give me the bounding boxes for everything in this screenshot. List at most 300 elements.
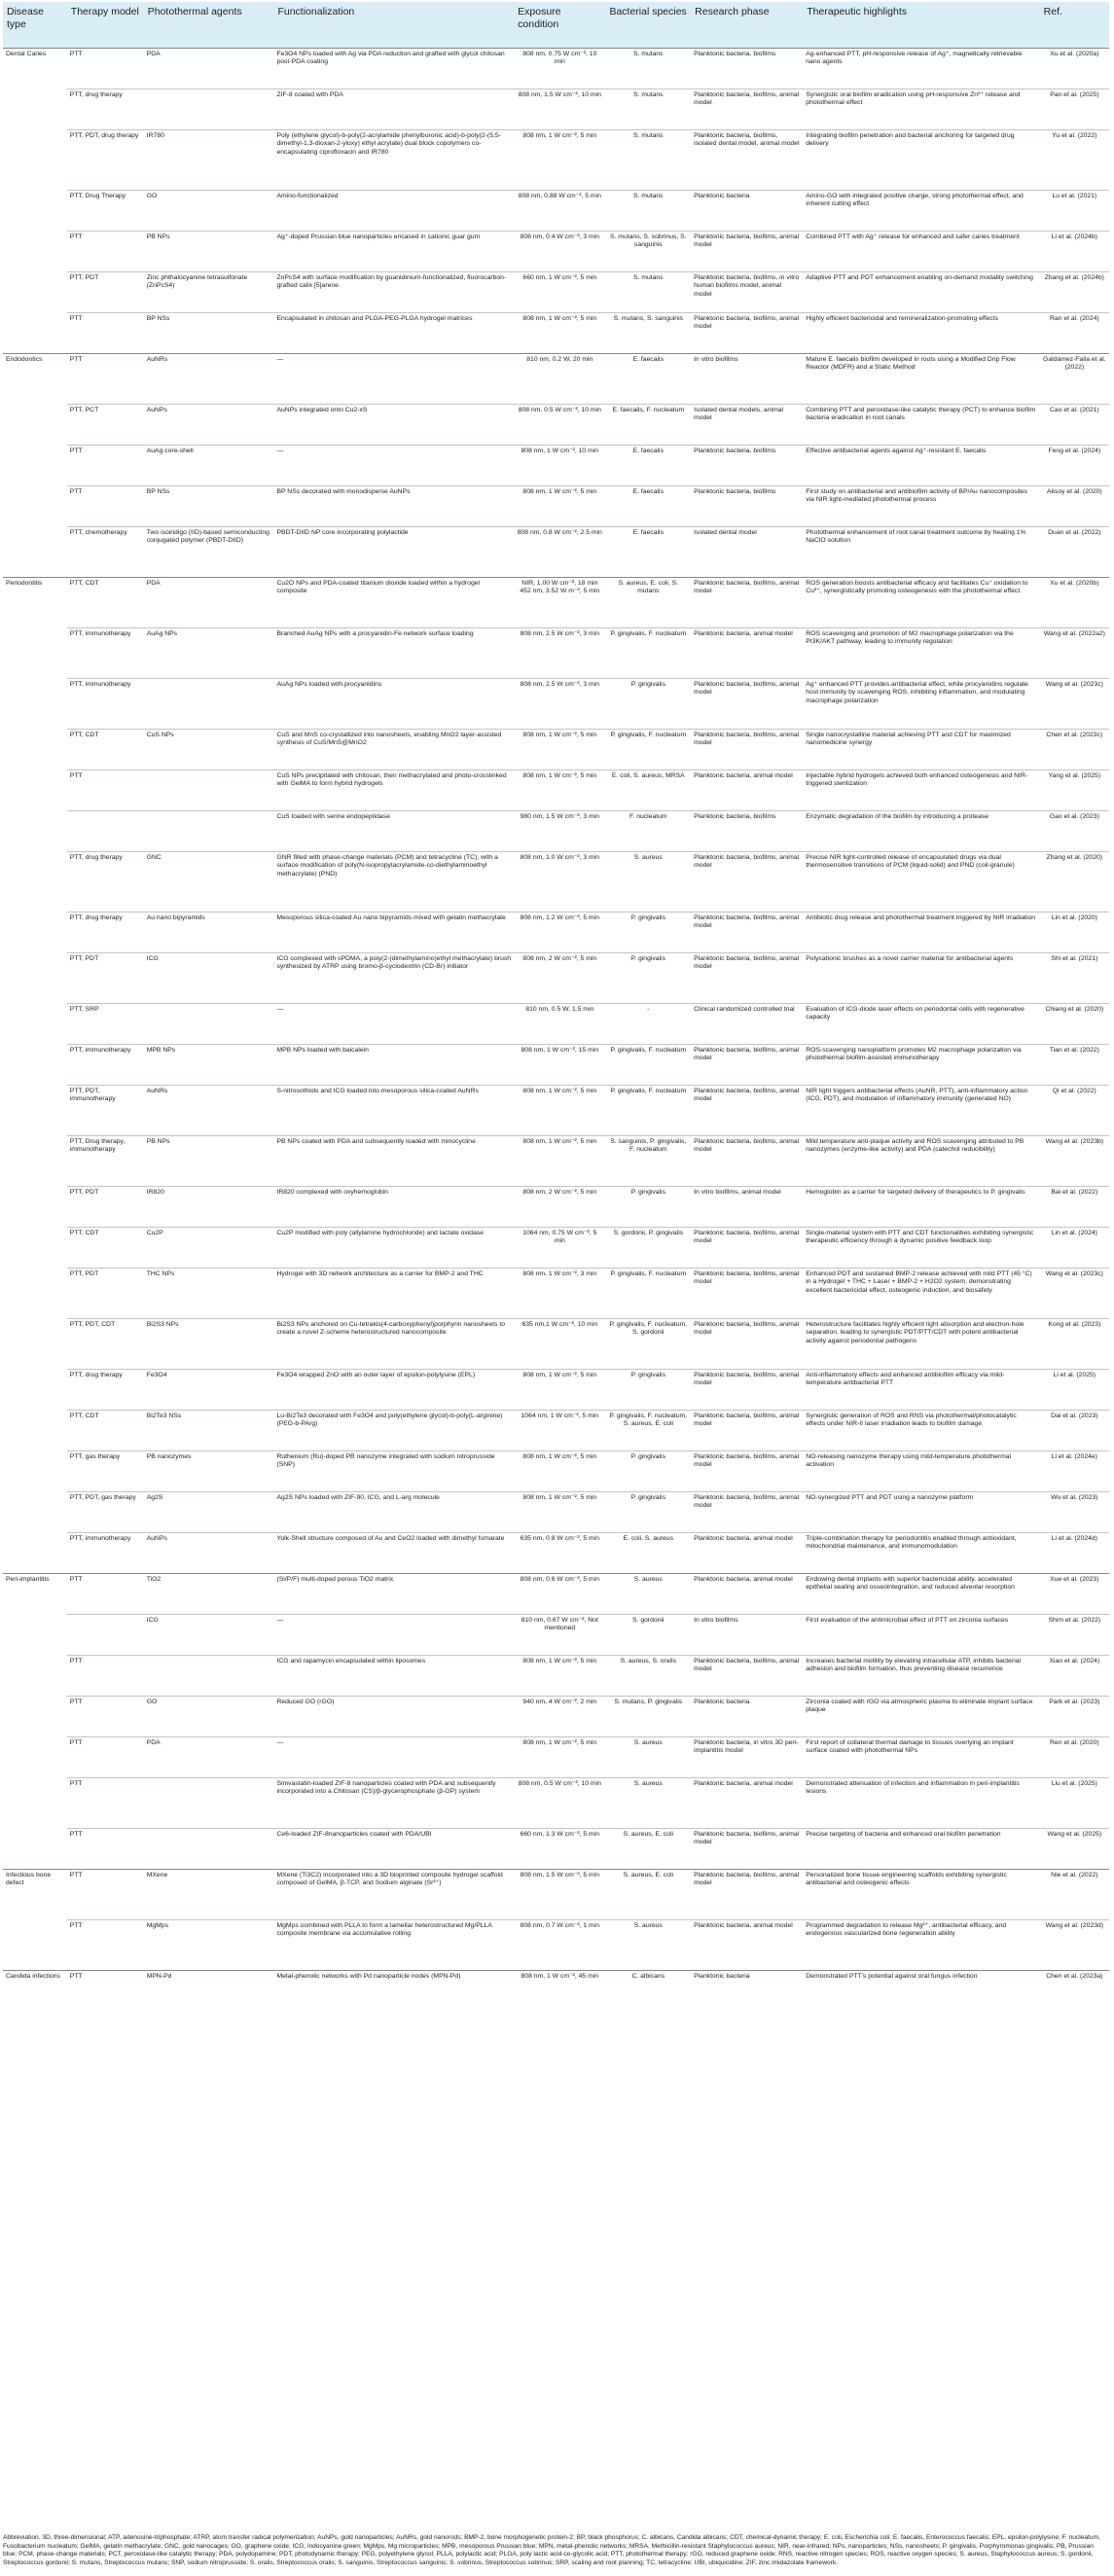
- cell-exposure-condition: 635 nm, 0.8 W cm⁻², 5 min: [514, 1533, 605, 1574]
- cell-disease-type: [3, 1136, 67, 1187]
- cell-therapeutic-highlights: Evaluation of ICG-diode laser effects on periodontal cells with regenerative capacity: [803, 1004, 1039, 1045]
- cell-photothermal-agent: [144, 89, 274, 130]
- cell-disease-type: [3, 1656, 67, 1697]
- cell-therapeutic-highlights: Highly efficient bactericidal and remineralization-promoting effects: [803, 313, 1039, 354]
- cell-exposure-condition: 808 nm, 2.5 W cm⁻², 3 min: [514, 679, 605, 730]
- cell-research-phase: Clinical randomized controlled trial: [691, 1004, 803, 1045]
- cell-functionalization: —: [273, 446, 514, 486]
- cell-therapy-model: PTT, Drug therapy, immunotherapy: [67, 1136, 144, 1187]
- cell-research-phase: Isolated dental models, animal model: [691, 405, 803, 446]
- cell-disease-type: [3, 1370, 67, 1411]
- abbreviation-footnote: Abbreviation. 3D, three-dimensional; ATP, adenosine-triphosphate; ATRP, atom transfer radical polymerization; AuNPs, gold nanoparticles; AuNRs, gold nanorods; BMP-2, bone morphogenetic protein-2; BP, black phosphorus; C. albicans, Candida albicans; CDT, chemical-dynamic therapy; E. coli, Escherichia coli; E. faecalis, Enterococcus faecalis; EPL, epsilon-polylysine; F. nucleatum, Fusobacterium nucleatum; GelMA, gelatin methacrylate; GNC, gold nanocages; GO, graphene oxide; ICG, indocyanine green; MgMps, Mg microparticles; MPB, mesoporous Prussian blue; MPN, metal-phenolic networks; MRSA, Methicillin-resistant Staphylococcus aureus; NIR, near-infrared; NPs, nanoparticles; NSs, nanosheets; P. gingivalis, Porphyromonas gingivalis; PB, Prussian blue; PCM, phase-change materials; PCT, peroxidase-like catalytic therapy; PDA, polydopamine; PDT, photodynamic therapy; PEG, polyethylene glycol; PLLA, polylactic acid; PLGA, poly lactic acid-co-glycolic acid; PTT, photothermal therapy; rGO, reduced graphene oxide; RNS, reactive nitrogen species; ROS, reactive oxygen species; S. aureus, Staphylococcus aureus; S. gordonii, Streptococcus gordonii; S. mutans, Streptococcus mutans; SNP, sodium nitroprusside; S. oralis, Streptococcus oralis; S. sanguinis, Streptococcus sanguinis; S. sobrinus, Streptococcus sobrinus; SRP, scaling and root planning; TC, tetracycline; UBI, ubiquicidine; ZIF, zinc imidazolate framework.: [3, 2534, 1100, 2566]
- cell-research-phase: Planktonic bacteria, biofilms, animal model: [691, 1451, 803, 1492]
- cell-photothermal-agent: [144, 1004, 274, 1045]
- cell-photothermal-agent: AuAg core-shell: [144, 446, 274, 486]
- cell-therapy-model: PTT, CDT: [67, 730, 144, 770]
- cell-exposure-condition: 810 nm, 0.67 W cm⁻², Not mentioned: [514, 1615, 605, 1656]
- cell-ref: Wang et al. (2023d): [1040, 1920, 1109, 1971]
- cell-ref: Yang et al. (2025): [1040, 770, 1109, 811]
- cell-photothermal-agent: CuS NPs: [144, 730, 274, 770]
- cell-research-phase: Planktonic bacteria: [691, 1971, 803, 2012]
- cell-therapy-model: PTT: [67, 1870, 144, 1920]
- cell-functionalization: AuNPs integrated onto Cu2-xS: [273, 405, 514, 446]
- cell-functionalization: Hydrogel with 3D network architecture as a carrier for BMP-2 and THC: [273, 1269, 514, 1319]
- table-row: [3, 313, 1109, 354]
- cell-exposure-condition: 808 nm, 1 W cm⁻², 5 min: [514, 770, 605, 811]
- cell-therapeutic-highlights: Personalized bone tissue engineering scaffolds exhibiting synergistic antibacterial and osteogenic effects: [803, 1870, 1039, 1920]
- cell-photothermal-agent: THC NPs: [144, 1269, 274, 1319]
- cell-ref: Chen et al. (2023a): [1040, 1971, 1109, 2012]
- table-row: [3, 354, 1109, 405]
- cell-research-phase: Planktonic bacteria, biofilms, animal model: [691, 1086, 803, 1136]
- cell-therapeutic-highlights: Injectable hybrid hydrogels achieved both enhanced osteogenesis and NIR-triggered sterilization: [803, 770, 1039, 811]
- col-header-bacterial-species: Bacterial species: [605, 2, 691, 49]
- cell-therapy-model: PTT, PDT, CDT: [67, 1319, 144, 1370]
- cell-therapeutic-highlights: Heterostructure facilitates highly efficient light absorption and electron-hole separation, leading to synergistic PDT/PTT/CDT with potent antibacterial activity against periodontal pathogens: [803, 1319, 1039, 1370]
- table-row: [3, 1971, 1109, 2012]
- cell-research-phase: Planktonic bacteria, biofilms, in vitro human biofilms model, animal model: [691, 272, 803, 313]
- cell-disease-type: [3, 313, 67, 354]
- cell-research-phase: Planktonic bacteria, animal model: [691, 628, 803, 679]
- literature-table: [3, 2, 1109, 2012]
- cell-therapy-model: [67, 1615, 144, 1656]
- table-row: [3, 1829, 1109, 1870]
- cell-therapeutic-highlights: Polycationic brushes as a novel carrier material for antibacterial agents: [803, 953, 1039, 1004]
- cell-photothermal-agent: MXene: [144, 1870, 274, 1920]
- cell-ref: Galdámez-Falla et al. (2022): [1040, 354, 1109, 405]
- cell-functionalization: Lu-Bi2Te3 decorated with Fe3O4 and poly(ethylene glycol)-b-poly(L-arginine) (PEG-b-PArg): [273, 1411, 514, 1451]
- cell-bacterial-species: S. aureus, E. coli: [605, 1829, 691, 1870]
- cell-bacterial-species: S. aureus, E. coli, S. mutans: [605, 578, 691, 628]
- cell-functionalization: CuS and MnS co-crystallized into nanosheets, enabling MnO2 layer-assisted synthesis of CuS/MnS@MnO2: [273, 730, 514, 770]
- table-row: [3, 527, 1109, 578]
- col-header-functionalization: Functionalization: [273, 2, 514, 49]
- cell-exposure-condition: 808 nm, 0.75 W cm⁻², 10 min: [514, 49, 605, 89]
- table-row: [3, 679, 1109, 730]
- cell-exposure-condition: 808 nm, 1 W cm⁻², 10 min: [514, 446, 605, 486]
- table-row: [3, 1615, 1109, 1656]
- cell-therapy-model: PTT: [67, 1778, 144, 1829]
- table-row: [3, 912, 1109, 953]
- cell-ref: Ran et al. (2024): [1040, 313, 1109, 354]
- table-row: [3, 1370, 1109, 1411]
- cell-exposure-condition: 660 nm, 1 W cm⁻², 5 min: [514, 272, 605, 313]
- cell-research-phase: Planktonic bacteria, biofilms, animal model: [691, 1411, 803, 1451]
- cell-bacterial-species: S. mutans: [605, 272, 691, 313]
- table-row: [3, 1086, 1109, 1136]
- cell-therapeutic-highlights: Ag-enhanced PTT, pH-responsive release of Ag⁺, magnetically retrievable nano agents: [803, 49, 1039, 89]
- cell-exposure-condition: 808 nm, 1 W cm⁻², 5 min: [514, 1370, 605, 1411]
- cell-research-phase: Planktonic bacteria, biofilms, animal model: [691, 1319, 803, 1370]
- cell-therapy-model: PTT: [67, 1971, 144, 2012]
- cell-therapeutic-highlights: ROS-scavenging nanoplatform promotes M2 macrophage polarization via photothermal biofilm-assisted immunotherapy: [803, 1045, 1039, 1086]
- cell-photothermal-agent: Ag2S: [144, 1492, 274, 1533]
- cell-therapy-model: PTT, immunotherapy: [67, 628, 144, 679]
- cell-bacterial-species: P. gingivalis: [605, 1451, 691, 1492]
- cell-exposure-condition: 808 nm, 1 W cm⁻², 5 min: [514, 1136, 605, 1187]
- cell-bacterial-species: P. gingivalis: [605, 679, 691, 730]
- cell-exposure-condition: 808 nm, 0.4 W cm⁻², 3 min: [514, 232, 605, 272]
- cell-therapeutic-highlights: Demonstrated attenuation of infection and inflammation in peri-implantitis lesions: [803, 1778, 1039, 1829]
- cell-exposure-condition: 808 nm, 1.0 W cm⁻², 3 min: [514, 852, 605, 912]
- table-row: [3, 1136, 1109, 1187]
- cell-functionalization: CuS NPs precipitated with chitosan, then methacrylated and photo-crosslinked with GelMA to form hybrid hydrogels: [273, 770, 514, 811]
- cell-exposure-condition: 808 nm, 0.8 W cm⁻², 2.5 min: [514, 527, 605, 578]
- cell-therapy-model: PTT, PDT, immunotherapy: [67, 1086, 144, 1136]
- cell-disease-type: [3, 405, 67, 446]
- col-header-ref: Ref.: [1040, 2, 1109, 49]
- table-row: [3, 578, 1109, 628]
- cell-research-phase: Planktonic bacteria, biofilms: [691, 446, 803, 486]
- cell-disease-type: [3, 628, 67, 679]
- cell-disease-type: [3, 679, 67, 730]
- cell-therapeutic-highlights: ROS generation boosts antibacterial efficacy and facilitates Cu⁺ oxidation to Cu²⁺, synergistically promoting osteogenesis with the photothermal effect: [803, 578, 1039, 628]
- cell-disease-type: [3, 852, 67, 912]
- col-header-exposure-condition: Exposure condition: [514, 2, 605, 49]
- cell-exposure-condition: 808 nm, 0.88 W cm⁻², 5 min: [514, 191, 605, 232]
- cell-therapeutic-highlights: Combined PTT with Ag⁺ release for enhanced and safer caries treatment: [803, 232, 1039, 272]
- cell-functionalization: Cu2P modified with poly (allylamine hydrochloride) and lactate oxidase: [273, 1228, 514, 1269]
- cell-therapeutic-highlights: Anti-inflammatory effects and enhanced antibiofilm efficacy via mild-temperature antibacterial PTT: [803, 1370, 1039, 1411]
- cell-bacterial-species: S. aureus, E. coli: [605, 1870, 691, 1920]
- cell-therapeutic-highlights: Increases bacterial motility by elevating intracellular ATP, inhibits bacterial adhesion and biofilm formation, thus preventing disease recurrence: [803, 1656, 1039, 1697]
- cell-disease-type: [3, 1533, 67, 1574]
- cell-therapeutic-highlights: Programmed degradation to release Mg²⁺, antibacterial efficacy, and endogenous vascularized bone regeneration ability: [803, 1920, 1039, 1971]
- cell-functionalization: PBDT-DIID NP core incorporating polylactide: [273, 527, 514, 578]
- cell-photothermal-agent: AuNRs: [144, 354, 274, 405]
- cell-therapeutic-highlights: Precise NIR light-controlled release of encapsulated drugs via dual thermosensitive transitions of PCM (liquid-solid) and PND (coil-granule): [803, 852, 1039, 912]
- cell-research-phase: Planktonic bacteria, biofilms, animal model: [691, 1228, 803, 1269]
- table-row: [3, 486, 1109, 527]
- cell-bacterial-species: S. mutans: [605, 130, 691, 191]
- cell-ref: Zhang et al. (2020): [1040, 852, 1109, 912]
- cell-exposure-condition: 1064 nm, 0.75 W cm⁻², 5 min: [514, 1228, 605, 1269]
- cell-therapy-model: PTT: [67, 486, 144, 527]
- cell-disease-type: [3, 1045, 67, 1086]
- cell-research-phase: Planktonic bacteria, animal model: [691, 1574, 803, 1615]
- cell-disease-type: [3, 1228, 67, 1269]
- cell-bacterial-species: E. coli, S. aureus: [605, 1533, 691, 1574]
- cell-bacterial-species: S. mutans, S. sanguinis: [605, 313, 691, 354]
- cell-functionalization: Ag2S NPs loaded with ZIF-90, ICG, and L-arg molecule: [273, 1492, 514, 1533]
- cell-disease-type: Periodontitis: [3, 578, 67, 628]
- cell-research-phase: Planktonic bacteria, biofilms, animal model: [691, 1370, 803, 1411]
- col-header-disease-type: Disease type: [3, 2, 67, 49]
- cell-functionalization: —: [273, 1615, 514, 1656]
- cell-exposure-condition: 808 nm, 2 W cm⁻², 5 min: [514, 953, 605, 1004]
- table-row: [3, 953, 1109, 1004]
- cell-research-phase: Planktonic bacteria, animal model: [691, 1533, 803, 1574]
- cell-disease-type: Dental Caries: [3, 49, 67, 89]
- cell-photothermal-agent: IR780: [144, 130, 274, 191]
- table-row: [3, 446, 1109, 486]
- cell-ref: Wang et al. (2023c): [1040, 1269, 1109, 1319]
- cell-bacterial-species: S. aureus: [605, 1778, 691, 1829]
- cell-bacterial-species: S. aureus: [605, 1737, 691, 1778]
- cell-ref: Xue et al. (2023): [1040, 1574, 1109, 1615]
- cell-therapeutic-highlights: Hemoglobin as a carrier for targeted delivery of therapeutics to P. gingivalis: [803, 1187, 1039, 1228]
- cell-therapy-model: PTT: [67, 446, 144, 486]
- cell-therapeutic-highlights: Triple-combination therapy for periodontitis enabled through antioxidant, mitochondrial maintenance, and immunomodulation: [803, 1533, 1039, 1574]
- cell-therapy-model: PTT: [67, 232, 144, 272]
- cell-exposure-condition: 808 nm, 1 W cm⁻², 5 min: [514, 1492, 605, 1533]
- cell-ref: Wang et al. (2023b): [1040, 1136, 1109, 1187]
- cell-bacterial-species: S. mutans, S. sobrinus, S. sanguinis: [605, 232, 691, 272]
- cell-research-phase: Planktonic bacteria, biofilms, animal model: [691, 1136, 803, 1187]
- cell-disease-type: [3, 1086, 67, 1136]
- cell-functionalization: —: [273, 1737, 514, 1778]
- cell-ref: Xu et al. (2020a): [1040, 49, 1109, 89]
- cell-photothermal-agent: Two isoindigo (IID)-based semiconducting conjugated polymer (PBDT-DIID): [144, 527, 274, 578]
- cell-therapy-model: [67, 811, 144, 852]
- cell-research-phase: Planktonic bacteria, biofilms, animal model: [691, 852, 803, 912]
- cell-functionalization: Cu2O NPs and PDA-coated titanium dioxide loaded within a hydrogel composite: [273, 578, 514, 628]
- cell-therapy-model: PTT: [67, 313, 144, 354]
- cell-functionalization: ICG complexed with sPDMA, a poly(2-(dimethylamino)ethyl methacrylate) brush synthesized by ATRP using bromo-β-cyclodextrin (CD-Br) initiator: [273, 953, 514, 1004]
- cell-ref: Park et al. (2023): [1040, 1697, 1109, 1737]
- cell-ref: Ren et al. (2020): [1040, 1737, 1109, 1778]
- cell-disease-type: [3, 232, 67, 272]
- col-header-research-phase: Research phase: [691, 2, 803, 49]
- cell-bacterial-species: P. gingivalis: [605, 1492, 691, 1533]
- cell-research-phase: Planktonic bacteria, biofilms, animal model: [691, 313, 803, 354]
- cell-research-phase: Planktonic bacteria, biofilms, animal model: [691, 1269, 803, 1319]
- cell-functionalization: Fe3O4 NPs loaded with Ag via PDA reduction and grafted with glycol chitosan post-PDA coating: [273, 49, 514, 89]
- cell-research-phase: Planktonic bacteria, biofilms, animal model: [691, 1045, 803, 1086]
- cell-photothermal-agent: BP NSs: [144, 313, 274, 354]
- cell-bacterial-species: E. faecalis: [605, 486, 691, 527]
- cell-exposure-condition: 808 nm, 1 W cm⁻², 5 min: [514, 486, 605, 527]
- cell-photothermal-agent: BP NSs: [144, 486, 274, 527]
- cell-bacterial-species: E. faecalis: [605, 354, 691, 405]
- cell-ref: Li et al. (2024e): [1040, 1451, 1109, 1492]
- cell-bacterial-species: P. gingivalis: [605, 1187, 691, 1228]
- cell-research-phase: Isolated dental model: [691, 527, 803, 578]
- cell-photothermal-agent: AuNRs: [144, 1086, 274, 1136]
- cell-research-phase: Planktonic bacteria, biofilms, isolated dental model, animal model: [691, 130, 803, 191]
- cell-exposure-condition: 808 nm, 1 W cm⁻², 5 min: [514, 130, 605, 191]
- cell-therapy-model: PTT, SRP: [67, 1004, 144, 1045]
- cell-ref: Chiang et al. (2020): [1040, 1004, 1109, 1045]
- cell-therapeutic-highlights: NO-releasing nanozyme therapy using mild-temperature photothermal activation: [803, 1451, 1039, 1492]
- cell-photothermal-agent: [144, 1656, 274, 1697]
- cell-functionalization: BP NSs decorated with monodisperse AuNPs: [273, 486, 514, 527]
- table-row: [3, 1870, 1109, 1920]
- cell-functionalization: Branched AuAg NPs with a procyanidin-Fe network surface loading: [273, 628, 514, 679]
- cell-therapy-model: PTT: [67, 1829, 144, 1870]
- cell-exposure-condition: 808 nm, 1 W cm⁻², 15 min: [514, 1045, 605, 1086]
- table-row: [3, 191, 1109, 232]
- cell-ref: Chen et al. (2023c): [1040, 730, 1109, 770]
- cell-photothermal-agent: PB NPs: [144, 232, 274, 272]
- cell-bacterial-species: P. gingivalis, F. nucleatum: [605, 1086, 691, 1136]
- cell-ref: Wu et al. (2023): [1040, 1492, 1109, 1533]
- cell-therapeutic-highlights: Precise targeting of bacteria and enhanced oral biofilm penetration: [803, 1829, 1039, 1870]
- cell-ref: Li et al. (2024d): [1040, 1533, 1109, 1574]
- cell-functionalization: Simvastatin-loaded ZIF-8 nanoparticles coated with PDA and subsequently incorporated into a Chitosan (CS)/β-glycerophosphate (β-GP) system: [273, 1778, 514, 1829]
- table-row: [3, 49, 1109, 89]
- cell-disease-type: [3, 912, 67, 953]
- table-row: [3, 1451, 1109, 1492]
- cell-therapy-model: PTT, CDT: [67, 1228, 144, 1269]
- cell-ref: Gao et al. (2023): [1040, 811, 1109, 852]
- cell-disease-type: [3, 953, 67, 1004]
- cell-bacterial-species: S. aureus: [605, 852, 691, 912]
- cell-bacterial-species: S. gordonii, P. gingivalis: [605, 1228, 691, 1269]
- cell-functionalization: Encapsulated in chitosan and PLGA-PEG-PLGA hydrogel matrices: [273, 313, 514, 354]
- cell-bacterial-species: S. aureus, S. oralis: [605, 1656, 691, 1697]
- cell-disease-type: Candida infections: [3, 1971, 67, 2012]
- cell-therapy-model: PTT, PDT: [67, 1187, 144, 1228]
- cell-disease-type: [3, 1187, 67, 1228]
- cell-photothermal-agent: [144, 1829, 274, 1870]
- table-row: [3, 811, 1109, 852]
- cell-therapy-model: PTT: [67, 1737, 144, 1778]
- cell-ref: Tian et al. (2022): [1040, 1045, 1109, 1086]
- cell-functionalization: Yolk-Shell structure composed of Au and CeO2 loaded with dimethyl fumarate: [273, 1533, 514, 1574]
- cell-ref: Qi et al. (2022): [1040, 1086, 1109, 1136]
- cell-bacterial-species: E. faecalis: [605, 527, 691, 578]
- cell-research-phase: Planktonic bacteria, biofilms, animal model: [691, 679, 803, 730]
- cell-functionalization: —: [273, 1004, 514, 1045]
- cell-therapeutic-highlights: Antibiotic drug release and photothermal treatment triggered by NIR irradiation: [803, 912, 1039, 953]
- cell-photothermal-agent: Fe3O4: [144, 1370, 274, 1411]
- cell-photothermal-agent: Au nano bipyramids: [144, 912, 274, 953]
- cell-therapy-model: PTT, drug therapy: [67, 852, 144, 912]
- cell-photothermal-agent: [144, 770, 274, 811]
- table-row: [3, 852, 1109, 912]
- cell-exposure-condition: 808 nm, 1 W cm⁻², 5 min: [514, 1656, 605, 1697]
- cell-therapeutic-highlights: Integrating biofilm penetration and bacterial anchoring for targeted drug delivery: [803, 130, 1039, 191]
- cell-bacterial-species: P. gingivalis, F. nucleatum: [605, 730, 691, 770]
- cell-disease-type: [3, 1451, 67, 1492]
- cell-disease-type: [3, 89, 67, 130]
- cell-exposure-condition: 810 nm, 0.2 W, 20 min: [514, 354, 605, 405]
- cell-functionalization: Metal-phenolic networks with Pd nanoparticle nodes (MPN-Pd): [273, 1971, 514, 2012]
- cell-disease-type: [3, 1411, 67, 1451]
- cell-disease-type: Endodontics: [3, 354, 67, 405]
- cell-therapy-model: PTT, PDT: [67, 953, 144, 1004]
- cell-therapy-model: PTT, chemotherapy: [67, 527, 144, 578]
- cell-therapeutic-highlights: NIR light triggers antibacterial effects (AuNR, PTT), anti-inflammatory action (ICG, PDT), and modulation of inflammatory immunity (generated NO): [803, 1086, 1039, 1136]
- cell-bacterial-species: S. mutans: [605, 49, 691, 89]
- cell-exposure-condition: 808 nm, 2 W cm⁻², 5 min: [514, 1187, 605, 1228]
- cell-exposure-condition: 808 nm, 0.6 W cm⁻², 5 min: [514, 1574, 605, 1615]
- cell-research-phase: Planktonic bacteria, biofilms, animal model: [691, 1492, 803, 1533]
- cell-photothermal-agent: Bi2Te3 NSs: [144, 1411, 274, 1451]
- cell-therapeutic-highlights: Effective antibacterial agents against Ag⁺-resistant E. faecalis: [803, 446, 1039, 486]
- cell-exposure-condition: 808 nm, 1 W cm⁻², 45 min: [514, 1971, 605, 2012]
- cell-ref: Wang et al. (2025): [1040, 1829, 1109, 1870]
- col-header-photothermal-agents: Photothermal agents: [144, 2, 274, 49]
- cell-disease-type: [3, 1615, 67, 1656]
- cell-research-phase: In vitro biofilms: [691, 354, 803, 405]
- cell-functionalization: Reduced GO (rGO): [273, 1697, 514, 1737]
- cell-bacterial-species: P. gingivalis, F. nucleatum: [605, 628, 691, 679]
- cell-bacterial-species: S. gordonii: [605, 1615, 691, 1656]
- cell-disease-type: [3, 130, 67, 191]
- cell-exposure-condition: 808 nm, 1 W cm⁻², 5 min: [514, 313, 605, 354]
- cell-functionalization: Poly (ethylene glycol)-b-poly(2-acrylamide phenylboronic acid)-b-poly(2-(5,5-dimethyl-1,3-dioxan-2-yloxy) ethyl acrylate) dual block copolymers co-encapsulating ciprofloxacin and IR780: [273, 130, 514, 191]
- cell-exposure-condition: 808 nm, 0.5 W cm⁻², 10 min: [514, 405, 605, 446]
- cell-therapy-model: PTT, PDT, drug therapy: [67, 130, 144, 191]
- cell-therapeutic-highlights: ROS scavenging and promotion of M2 macrophage polarization via the PI3K/AKT pathway, leading to immunity regulation: [803, 628, 1039, 679]
- cell-functionalization: Ag⁺-doped Prussian blue nanoparticles encased in cationic guar gum: [273, 232, 514, 272]
- cell-bacterial-species: S. aureus: [605, 1920, 691, 1971]
- cell-disease-type: [3, 1697, 67, 1737]
- cell-exposure-condition: 808 nm, 1 W cm⁻², 5 min: [514, 1451, 605, 1492]
- cell-functionalization: Ce6-loaded ZIF-8nanoparticles coated with PDA/UBI: [273, 1829, 514, 1870]
- cell-disease-type: [3, 272, 67, 313]
- cell-therapy-model: PTT, drug therapy: [67, 89, 144, 130]
- cell-ref: Bai et al. (2022): [1040, 1187, 1109, 1228]
- cell-research-phase: Planktonic bacteria, biofilms: [691, 49, 803, 89]
- cell-research-phase: Planktonic bacteria, biofilms, animal model: [691, 912, 803, 953]
- cell-research-phase: Planktonic bacteria, biofilms, animal model: [691, 1870, 803, 1920]
- cell-disease-type: [3, 1920, 67, 1971]
- cell-photothermal-agent: AuNPs: [144, 1533, 274, 1574]
- cell-functionalization: ZnPcS4 with surface modification by guanidinium-functionalized, fluorocarbon-grafted calix [5]arene: [273, 272, 514, 313]
- cell-research-phase: Planktonic bacteria, biofilms: [691, 811, 803, 852]
- table-row: [3, 628, 1109, 679]
- cell-bacterial-species: E. faecalis, F. nucleatum: [605, 405, 691, 446]
- cell-bacterial-species: P. gingivalis: [605, 1370, 691, 1411]
- cell-functionalization: —: [273, 354, 514, 405]
- cell-therapy-model: PTT, CDT: [67, 578, 144, 628]
- cell-photothermal-agent: [144, 679, 274, 730]
- cell-therapy-model: PTT: [67, 1697, 144, 1737]
- cell-therapy-model: PTT, drug therapy: [67, 1370, 144, 1411]
- cell-functionalization: MXene (Ti3C2) incorporated into a 3D bioprinted composite hydrogel scaffold composed of GelMA, β-TCP, and Sodium alginate (Sr²⁺): [273, 1870, 514, 1920]
- table-row: [3, 730, 1109, 770]
- cell-exposure-condition: 808 nm, 0.5 W cm⁻², 10 min: [514, 1778, 605, 1829]
- cell-bacterial-species: P. gingivalis: [605, 912, 691, 953]
- cell-therapy-model: PTT, PDT, gas therapy: [67, 1492, 144, 1533]
- cell-functionalization: Fe3O4 wrapped ZnO with an outer layer of epsilon-polylysine (EPL): [273, 1370, 514, 1411]
- cell-bacterial-species: P. gingivalis, F. nucleatum, S. aureus, E. coli: [605, 1411, 691, 1451]
- cell-bacterial-species: S. mutans, P. gingivalis: [605, 1697, 691, 1737]
- cell-therapeutic-highlights: NO-synergized PTT and PDT using a nanozyme platform: [803, 1492, 1039, 1533]
- cell-research-phase: Planktonic bacteria, animal model: [691, 1778, 803, 1829]
- cell-therapeutic-highlights: First evaluation of the antimicrobial effect of PTT on zirconia surfaces: [803, 1615, 1039, 1656]
- cell-therapy-model: PTT: [67, 49, 144, 89]
- cell-therapeutic-highlights: Adaptive PTT and PDT enhancement enabling on-demand modality switching: [803, 272, 1039, 313]
- cell-photothermal-agent: AuAg NPs: [144, 628, 274, 679]
- cell-bacterial-species: E. faecalis: [605, 446, 691, 486]
- cell-disease-type: [3, 1829, 67, 1870]
- cell-photothermal-agent: PB nanozymes: [144, 1451, 274, 1492]
- cell-disease-type: Peri-implantitis: [3, 1574, 67, 1615]
- cell-photothermal-agent: GNC: [144, 852, 274, 912]
- cell-exposure-condition: 808 nm, 1 W cm⁻², 5 min: [514, 730, 605, 770]
- cell-ref: Dai et al. (2023): [1040, 1411, 1109, 1451]
- cell-functionalization: ICG and rapamycin encapsulated within liposomes: [273, 1656, 514, 1697]
- cell-ref: Li et al. (2024b): [1040, 232, 1109, 272]
- cell-ref: Liu et al. (2025): [1040, 1778, 1109, 1829]
- table-row: [3, 1411, 1109, 1451]
- cell-photothermal-agent: GO: [144, 191, 274, 232]
- cell-functionalization: IR820 complexed with oxyhemoglobin: [273, 1187, 514, 1228]
- cell-functionalization: AuAg NPs loaded with procyanidins: [273, 679, 514, 730]
- cell-research-phase: Planktonic bacteria, animal model: [691, 770, 803, 811]
- cell-ref: Shi et al. (2021): [1040, 953, 1109, 1004]
- cell-research-phase: Planktonic bacteria, biofilms, animal model: [691, 1656, 803, 1697]
- cell-ref: Lin et al. (2024): [1040, 1228, 1109, 1269]
- cell-exposure-condition: 808 nm, 1 W cm⁻², 5 min: [514, 1086, 605, 1136]
- cell-therapy-model: PTT, immunotherapy: [67, 1045, 144, 1086]
- table-row: [3, 1269, 1109, 1319]
- table-row: [3, 1778, 1109, 1829]
